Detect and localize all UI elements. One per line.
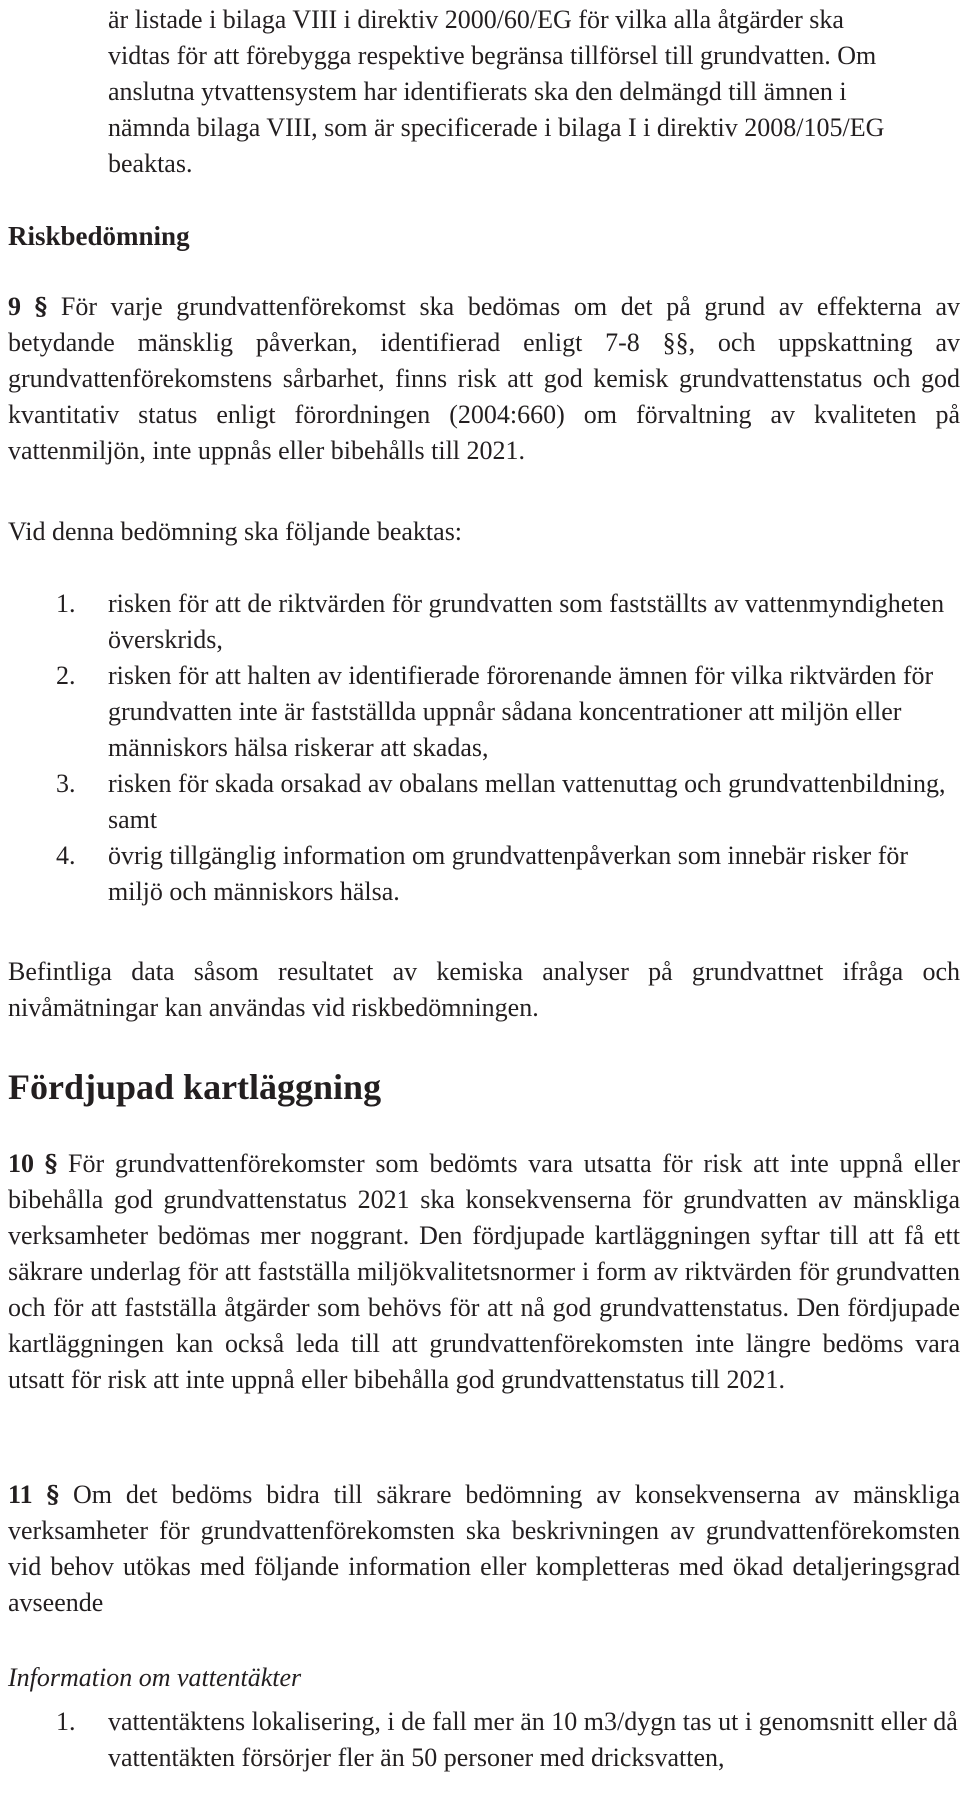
intro-paragraph (108, 2, 908, 182)
paragraph-9 (8, 289, 960, 469)
list-item-text: vattentäktens lokalisering, i de fall mer än 10 m3/dygn tas ut i genomsnitt eller då vattentäkten försörjer fler än 50 personer med dricksvatten, (108, 1707, 958, 1772)
list-item-text: risken för att de riktvärden för grundvatten som fastställts av vattenmyndigheten överskrids, (108, 589, 945, 654)
list-item-number: 3. (56, 769, 76, 798)
list-item-text: övrig tillgänglig information om grundvattenpåverkan som innebär risker för miljö och människors hälsa. (108, 841, 909, 906)
list-item-number: 1. (56, 1707, 76, 1736)
section-sign-icon: § (44, 1149, 58, 1178)
water-source-list (8, 1704, 960, 1776)
section-sign-icon: § (46, 1480, 60, 1509)
list-item (8, 658, 960, 766)
paragraph-text: Om det bedöms bidra till säkrare bedömning av konsekvenserna av mänskliga verksamheter för grundvattenförekomsten ska beskrivningen av grundvattenförekomsten vid behov utökas med följande information eller kompletteras med ökad detaljeringsgrad avseende (8, 1480, 960, 1617)
list-item-number: 1. (56, 589, 76, 618)
list-item-number: 2. (56, 661, 76, 690)
section-heading-riskbedomning: Riskbedömning (8, 221, 190, 251)
paragraph-10 (8, 1146, 960, 1398)
intro-text: är listade i bilaga VIII i direktiv 2000/60/EG för vilka alla åtgärder ska vidtas för att förebygga respektive begränsa tillförsel till grundvatten. Om anslutna ytvattensystem har identifierats ska den delmängd till ämnen i nämnda bilaga VIII, som är specificerade i bilaga I i direktiv 2008/105/EG beaktas. (108, 5, 885, 178)
paragraph-number: 11 (8, 1480, 33, 1509)
risk-criteria-list (8, 586, 960, 910)
paragraph-number: 10 (8, 1149, 34, 1178)
paragraph-11 (8, 1477, 960, 1621)
paragraph-text: För grundvattenförekomster som bedömts vara utsatta för risk att inte uppnå eller bibehålla god grundvattenstatus 2021 ska konsekvenserna för grundvatten av mänskliga verksamheter bedömas mer noggrant. Den fördjupade kartläggningen syftar till att få ett säkrare underlag för att fastställa miljökvalitetsnormer i form av riktvärden för grundvatten och för att fastställa åtgärder som behövs för att nå god grundvattenstatus. Den fördjupade kartläggningen kan också leda till att grundvattenförekomsten inte längre bedöms vara utsatt för risk att inte uppnå eller bibehålla god grundvattenstatus till 2021. (8, 1149, 960, 1394)
section-sign-icon: § (34, 292, 48, 321)
list-item (8, 838, 960, 910)
paragraph-number: 9 (8, 292, 21, 321)
closing-paragraph: Befintliga data såsom resultatet av kemiska analyser på grundvattnet ifråga och nivåmätningar kan användas vid riskbedömningen. (8, 957, 960, 1022)
list-lead-text: Vid denna bedömning ska följande beaktas: (8, 517, 463, 546)
section-heading-fordjupad-kartlaggning: Fördjupad kartläggning (8, 1067, 382, 1107)
list-item (8, 1704, 960, 1776)
list-item (8, 586, 960, 658)
list-item-number: 4. (56, 841, 76, 870)
paragraph-text: För varje grundvattenförekomst ska bedömas om det på grund av effekterna av betydande mänsklig påverkan, identifierad enligt 7-8 §§, och uppskattning av grundvattenförekomstens sårbarhet, finns risk att god kemisk grundvattenstatus och god kvantitativ status enligt förordningen (2004:660) om förvaltning av kvaliteten på vattenmiljön, inte uppnås eller bibehålls till 2021. (8, 292, 960, 465)
subheading-information-om-vattentakter: Information om vattentäkter (8, 1663, 302, 1692)
list-item-text: risken för skada orsakad av obalans mellan vattenuttag och grundvattenbildning, samt (108, 769, 946, 834)
list-item (8, 766, 960, 838)
list-item-text: risken för att halten av identifierade förorenande ämnen för vilka riktvärden för grundvatten inte är fastställda uppnår sådana koncentrationer att miljön eller människors hälsa riskerar att skadas, (108, 661, 934, 762)
